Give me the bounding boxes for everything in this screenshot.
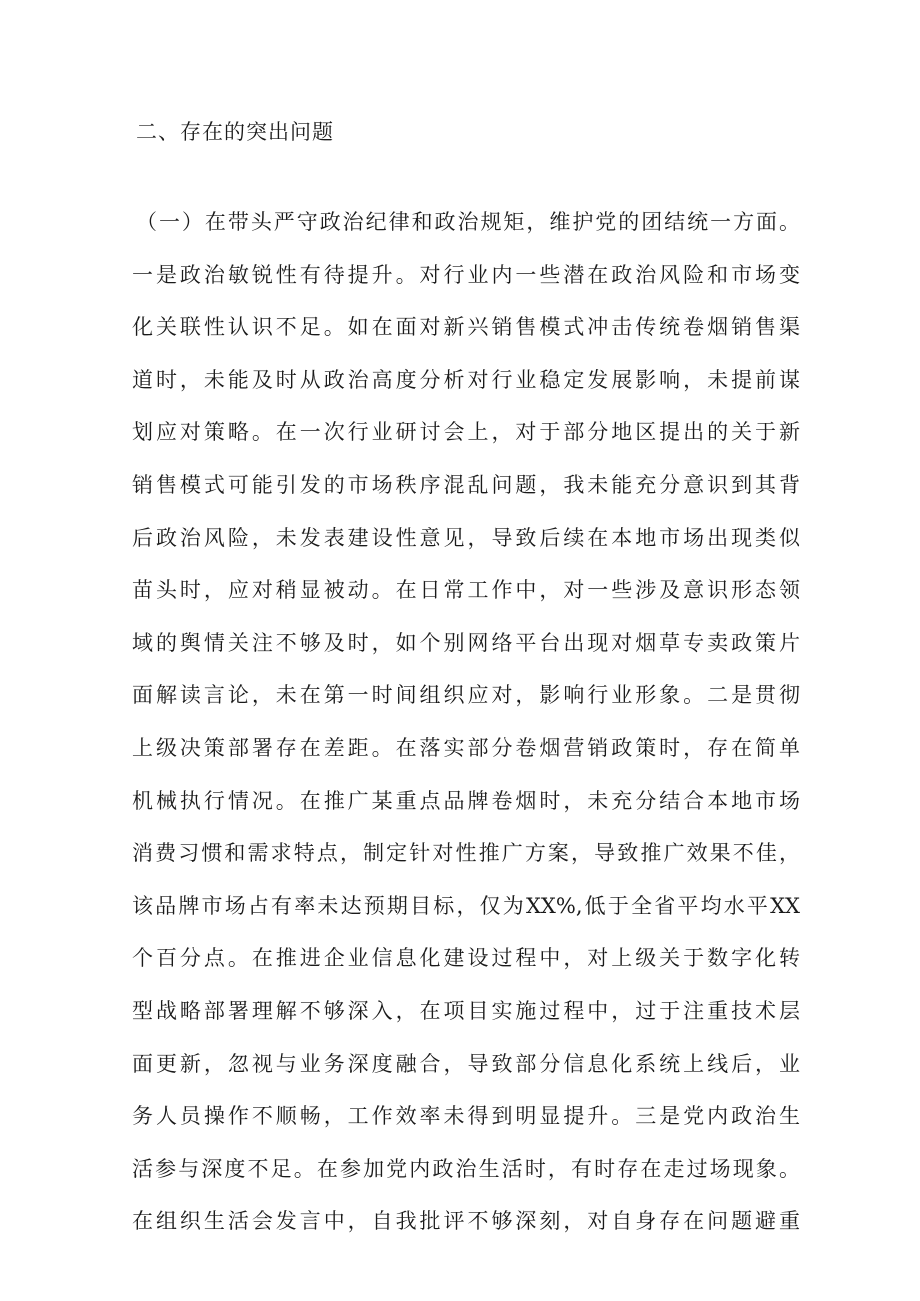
paragraph-line: 活参与深度不足。在参加党内政治生活时，有时存在走过场现象。 <box>132 1156 800 1181</box>
paragraph-line: 该品牌市场占有率未达预期目标，仅为XX%,低于全省平均水平XX <box>132 893 800 918</box>
paragraph-line: 面更新，忽视与业务深度融合，导致部分信息化系统上线后，业 <box>132 1051 800 1076</box>
paragraph-line: 道时，未能及时从政治高度分析对行业稳定发展影响，未提前谋 <box>132 367 800 392</box>
paragraph-line: 域的舆情关注不够及时，如个别网络平台出现对烟草专卖政策片 <box>132 630 800 655</box>
paragraph-line: 后政治风险，未发表建设性意见，导致后续在本地市场出现类似 <box>132 525 800 550</box>
paragraph-line: （一）在带头严守政治纪律和政治规矩，维护党的团结统一方面。 <box>136 210 800 234</box>
paragraph-line: 苗头时，应对稍显被动。在日常工作中，对一些涉及意识形态领 <box>132 578 800 603</box>
paragraph-line: 面解读言论，未在第一时间组织应对，影响行业形象。二是贯彻 <box>132 683 800 708</box>
paragraph-line: 务人员操作不顺畅，工作效率未得到明显提升。三是党内政治生 <box>132 1104 800 1129</box>
paragraph-line: 消费习惯和需求特点，制定针对性推广方案，导致推广效果不佳， <box>132 841 800 866</box>
paragraph-line: 一是政治敏锐性有待提升。对行业内一些潜在政治风险和市场变 <box>132 262 800 287</box>
paragraph-line: 型战略部署理解不够深入，在项目实施过程中，过于注重技术层 <box>132 998 800 1023</box>
paragraph-line: 化关联性认识不足。如在面对新兴销售模式冲击传统卷烟销售渠 <box>132 315 800 340</box>
paragraph-line: 划应对策略。在一次行业研讨会上，对于部分地区提出的关于新 <box>132 420 800 445</box>
body-paragraph <box>132 196 800 1248</box>
paragraph-line: 在组织生活会发言中，自我批评不够深刻，对自身存在问题避重 <box>132 1209 800 1234</box>
paragraph-line: 机械执行情况。在推广某重点品牌卷烟时，未充分结合本地市场 <box>132 788 800 813</box>
paragraph-line: 销售模式可能引发的市场秩序混乱问题，我未能充分意识到其背 <box>132 472 800 497</box>
paragraph-line: 个百分点。在推进企业信息化建设过程中，对上级关于数字化转 <box>132 946 800 971</box>
section-title: 二、存在的突出问题 <box>136 120 334 144</box>
paragraph-line: 上级决策部署存在差距。在落实部分卷烟营销政策时，存在简单 <box>132 735 800 760</box>
